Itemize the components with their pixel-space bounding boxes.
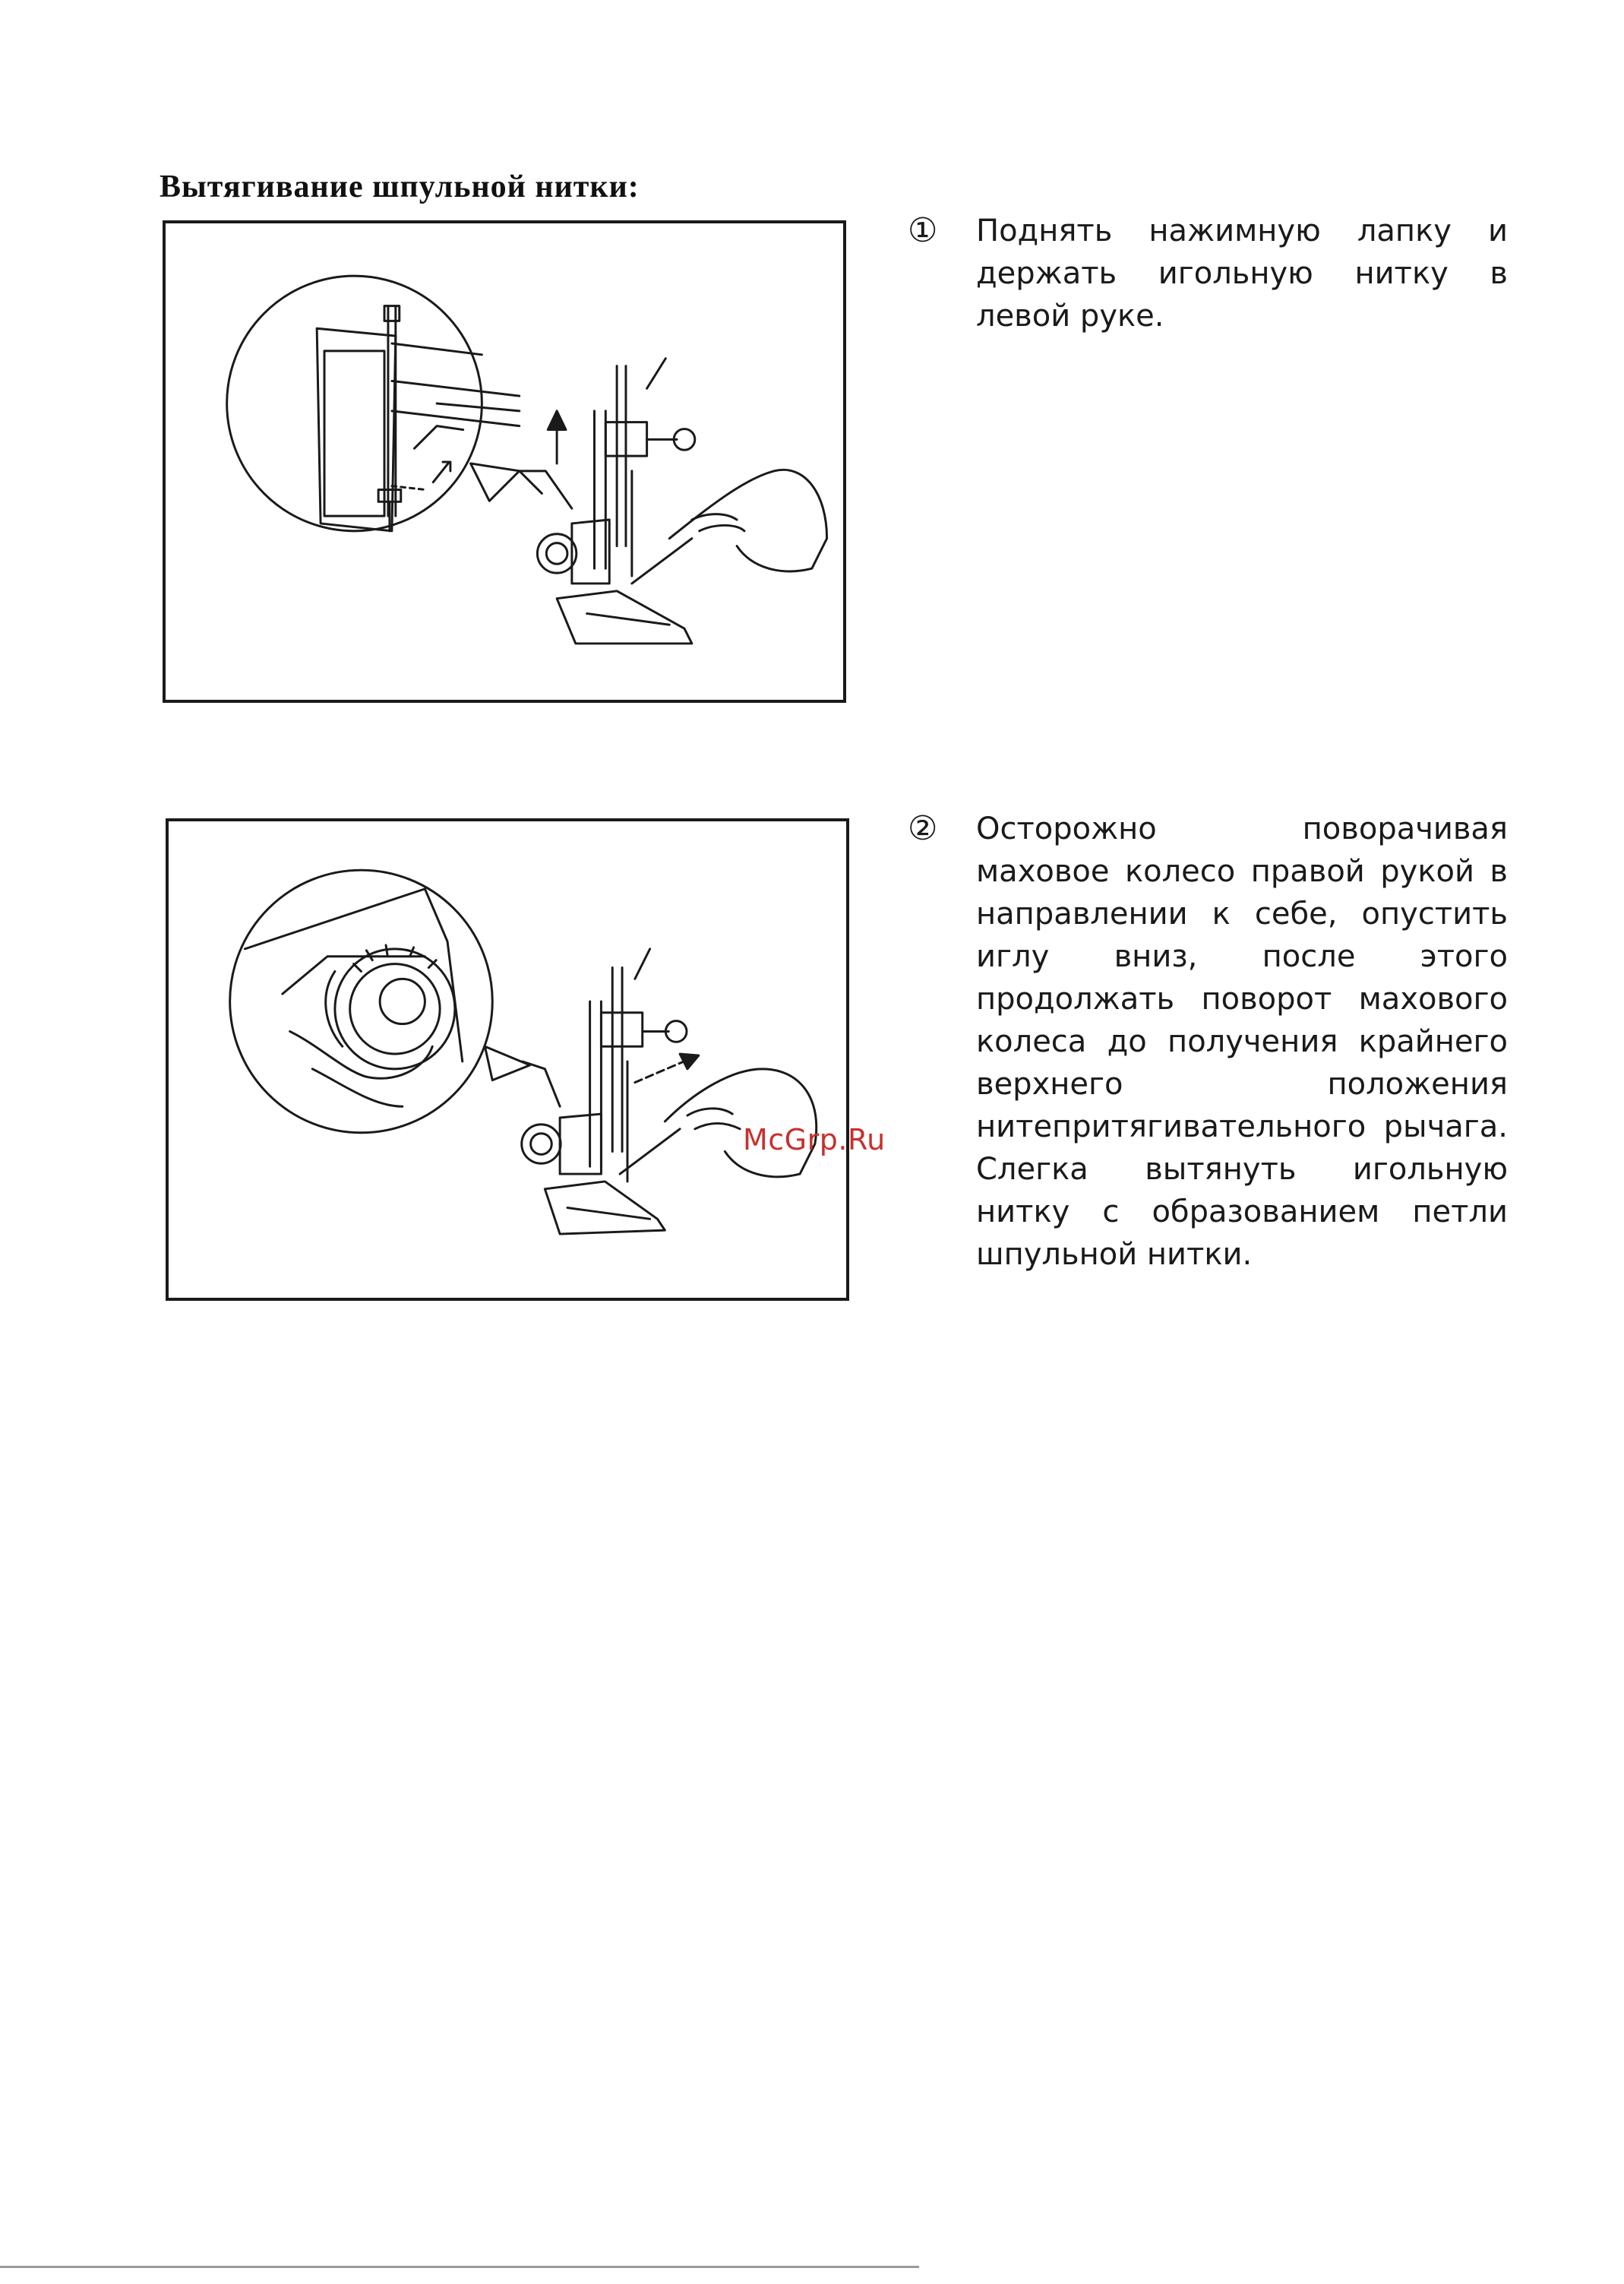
step-2-text: Осторожно поворачивая маховое колесо правой рукой в направлении к себе, опустить иглу вниз, после этого продолжать поворот махового колеса до получения крайнего верхнего положения нитепритягивательного рычага. Слегка вытянуть игольную нитку с образованием петли шпульной нитки.: [976, 811, 1508, 1272]
step-1-text: Поднять нажимную лапку и держать игольную нитку в левой руке.: [976, 214, 1508, 334]
section-heading: Вытягивание шпульной нитки:: [160, 169, 640, 204]
presser-foot-lift-icon: [166, 223, 843, 700]
handwheel-turn-illustration: [166, 818, 849, 1301]
bottom-rule: [0, 2266, 919, 2268]
step-1: [908, 210, 1508, 337]
step-2-number: ②: [908, 809, 938, 848]
step-1-number: ①: [908, 211, 938, 250]
watermark: McGrp.Ru: [743, 1123, 886, 1156]
presser-foot-lift-illustration: [163, 220, 846, 703]
handwheel-turn-icon: [169, 821, 846, 1298]
step-2: [908, 808, 1508, 1276]
